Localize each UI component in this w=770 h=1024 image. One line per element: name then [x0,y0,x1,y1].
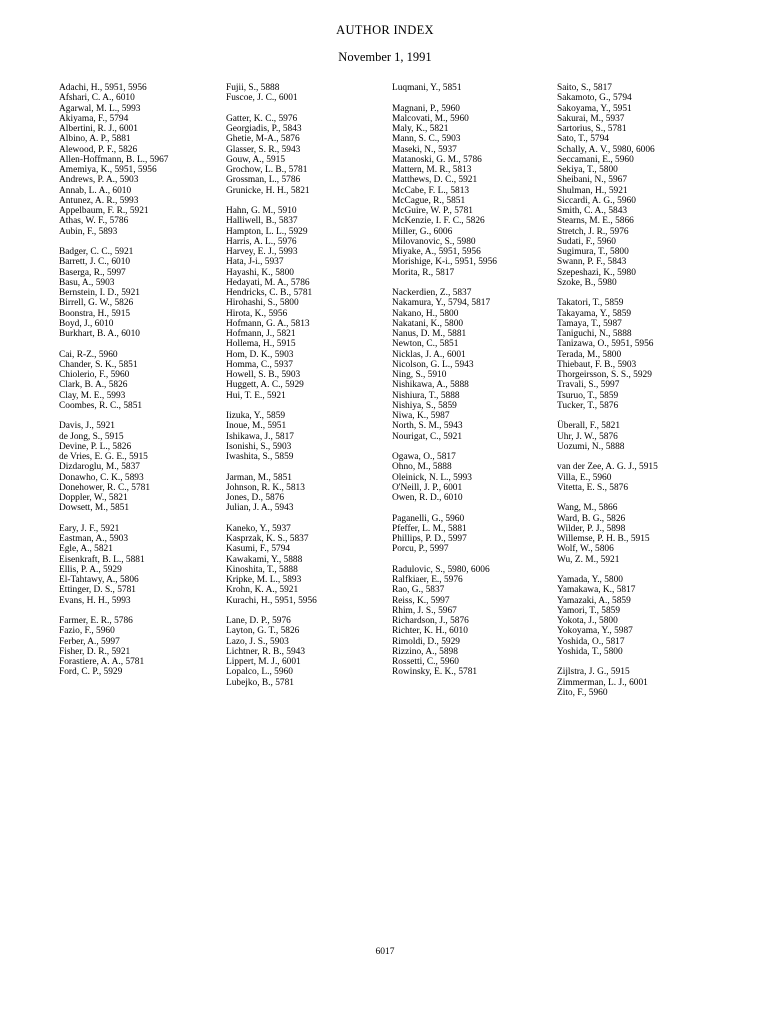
author-entry: Hata, J-i., 5937 [226,257,284,268]
author-entry: Sheibani, N., 5967 [557,175,628,186]
author-entry: Überall, F., 5821 [557,421,621,432]
author-entry: Kawakami, Y., 5888 [226,554,303,565]
author-entry: Takatori, T., 5859 [557,298,624,309]
author-entry: Clay, M. E., 5993 [59,390,126,401]
page-number: 6017 [375,947,395,957]
author-entry: Sakurai, M., 5937 [557,113,625,124]
author-entry: McCague, R., 5851 [392,195,466,206]
author-entry: Sudati, F., 5960 [557,236,616,247]
author-entry: Travali, S., 5997 [557,380,620,391]
author-entry: Kripke, M. L., 5893 [226,575,302,585]
author-entry: Athas, W. F., 5786 [59,216,129,227]
letter-group [226,83,401,104]
letter-group [226,473,401,514]
author-entry: Fisher, D. R., 5921 [59,646,131,657]
author-entry: Eary, J. F., 5921 [59,523,120,534]
author-entry: Coombes, R. C., 5851 [59,400,143,411]
author-entry: Burkhart, B. A., 6010 [59,329,140,339]
author-entry: Yokota, J., 5800 [557,616,618,626]
letter-group [392,83,567,93]
letter-group [226,114,401,196]
author-entry: Maly, K., 5821 [392,124,449,134]
letter-group [226,206,401,401]
author-entry: Schally, A. V., 5980, 6006 [557,144,655,155]
letter-group [226,411,401,462]
author-entry: McCabe, F. L., 5813 [392,185,470,196]
author-entry: Sartorius, S., 5781 [557,124,627,134]
author-entry: Lopalco, L., 5960 [226,667,293,678]
author-entry: O'Neill, J. P., 6001 [392,482,463,493]
author-entry: Eastman, A., 5903 [59,534,129,544]
author-entry: Glasser, S. R., 5943 [226,144,301,155]
author-entry: Rossetti, C., 5960 [392,657,459,667]
author-entry: Hirohashi, S., 5800 [226,298,299,309]
author-entry: Willemse, P. H. B., 5915 [557,534,650,544]
author-column-1 [59,83,234,688]
author-entry: Tanizawa, O., 5951, 5956 [557,339,654,350]
author-entry: Forastiere, A. A., 5781 [59,657,145,667]
author-entry: Annab, L. A., 6010 [59,185,132,196]
author-entry: Tsuruo, T., 5859 [557,390,619,401]
author-entry: Yokoyama, Y., 5987 [557,626,633,637]
author-entry: Zito, F., 5960 [557,687,608,698]
author-entry: Nishiya, S., 5859 [392,400,457,411]
author-entry: Paganelli, G., 5960 [392,513,465,524]
author-entry: Newton, C., 5851 [392,339,459,350]
author-entry: Boyd, J., 6010 [59,318,114,329]
author-entry: Davis, J., 5921 [59,421,115,432]
author-entry: Sekiya, T., 5800 [557,165,618,175]
author-entry: Saito, S., 5817 [557,83,612,93]
author-entry: Appelbaum, F. R., 5921 [59,206,149,216]
author-entry: Sakamoto, G., 5794 [557,93,632,104]
author-entry: Badger, C. C., 5921 [59,247,134,257]
author-entry: Clark, B. A., 5826 [59,380,128,391]
author-entry: Mann, S. C., 5903 [392,134,461,145]
author-entry: Rhim, J. S., 5967 [392,605,457,616]
author-entry: Morishige, K-i., 5951, 5956 [392,257,497,268]
author-entry: Halliwell, B., 5837 [226,216,298,227]
index-title: AUTHOR INDEX [336,23,434,37]
author-entry: Magnani, P., 5960 [392,103,460,114]
author-entry: Georgiadis, P., 5843 [226,124,302,134]
author-entry: Huggett, A. C., 5929 [226,380,304,391]
author-entry: Wang, M., 5866 [557,503,618,514]
author-entry: Thorgeirsson, S. S., 5929 [557,370,652,380]
author-entry: Nakamura, Y., 5794, 5817 [392,298,491,309]
author-entry: Bernstein, I. D., 5921 [59,288,140,298]
letter-group [59,247,234,339]
letter-group [557,298,752,411]
author-entry: Kasumi, F., 5794 [226,544,291,555]
letter-group [392,514,567,555]
author-entry: Andrews, P. A., 5903 [59,175,139,186]
author-entry: Nishiura, T., 5888 [392,390,460,401]
author-entry: Gouw, A., 5915 [226,154,286,165]
author-entry: Donehower, R. C., 5781 [59,482,151,493]
author-entry: Iwashita, S., 5859 [226,452,294,462]
author-entry: Basu, A., 5903 [59,277,115,288]
author-entry: Nakatani, K., 5800 [392,318,464,329]
author-entry: Ghetie, M-A., 5876 [226,134,300,145]
author-entry: Aubin, F., 5893 [59,226,118,237]
author-entry: Agarwal, M. L., 5993 [59,103,141,114]
author-entry: Allen-Hoffmann, B. L., 5967 [59,154,169,165]
author-entry: Sugimura, T., 5800 [557,247,629,257]
author-entry: Fuscoe, J. C., 6001 [226,93,298,104]
author-entry: Ford, C. P., 5929 [59,667,123,678]
author-entry: Maseki, N., 5937 [392,144,457,155]
author-entry: Johnson, R. K., 5813 [226,482,305,493]
author-entry: Kurachi, H., 5951, 5956 [226,595,317,606]
author-entry: Mattern, M. R., 5813 [392,165,472,175]
author-entry: Takayama, Y., 5859 [557,308,632,319]
author-entry: Iizuka, Y., 5859 [226,411,286,421]
author-entry: Oleinick, N. L., 5993 [392,472,472,483]
author-entry: Yamakawa, K., 5817 [557,585,636,596]
author-entry: Matthews, D. C., 5921 [392,175,478,186]
author-entry: Lubejko, B., 5781 [226,677,294,688]
author-entry: Tamaya, T., 5987 [557,318,622,329]
author-entry: Hirota, K., 5956 [226,308,288,319]
author-entry: Rowinsky, E. K., 5781 [392,667,478,678]
author-entry: Luqmani, Y., 5851 [392,83,462,93]
author-entry: Ellis, P. A., 5929 [59,564,122,575]
author-entry: Baserga, R., 5997 [59,267,126,278]
author-entry: Albino, A. P., 5881 [59,134,131,145]
author-column-4 [557,83,752,708]
author-entry: Rizzino, A., 5898 [392,646,458,657]
letter-group [59,421,234,513]
author-entry: Krohn, K. A., 5921 [226,585,299,596]
author-entry: Egle, A., 5821 [59,544,113,555]
author-entry: Shulman, H., 5921 [557,185,628,196]
author-entry: Hedayati, M. A., 5786 [226,277,310,288]
author-entry: Hayashi, K., 5800 [226,267,294,278]
author-entry: North, S. M., 5943 [392,421,463,432]
author-entry: Howell, S. B., 5903 [226,370,301,380]
author-entry: Ohno, M., 5888 [392,462,452,473]
letter-group [557,421,752,452]
author-entry: Terada, M., 5800 [557,349,622,360]
author-entry: Doppler, W., 5821 [59,493,128,503]
author-entry: Hui, T. E., 5921 [226,390,286,401]
author-entry: Afshari, C. A., 6010 [59,93,135,104]
author-entry: Ralfkiaer, E., 5976 [392,575,463,585]
author-entry: McKenzie, I. F. C., 5826 [392,216,485,227]
author-entry: Fazio, F., 5960 [59,626,115,637]
letter-group [59,616,234,678]
author-entry: Lane, D. P., 5976 [226,616,291,626]
letter-group [392,565,567,678]
author-entry: Farmer, E. R., 5786 [59,616,133,626]
author-entry: Reiss, K., 5997 [392,595,450,606]
letter-group [557,503,752,565]
author-entry: Harris, A. L., 5976 [226,236,297,247]
author-entry: Malcovati, M., 5960 [392,113,469,124]
author-entry: Hofmann, J., 5821 [226,329,296,339]
author-column-2 [226,83,401,698]
author-entry: Albertini, R. J., 6001 [59,124,138,134]
author-entry: Nicolson, G. L., 5943 [392,359,474,370]
author-entry: Hahn, G. M., 5910 [226,206,297,216]
author-entry: Akiyama, F., 5794 [59,113,129,124]
author-entry: Hollema, H., 5915 [226,339,296,350]
letter-group [59,83,234,237]
author-entry: Uozumi, N., 5888 [557,441,625,452]
author-entry: Porcu, P., 5997 [392,544,449,555]
author-entry: Wilder, P. J., 5898 [557,523,626,534]
author-entry: McGuire, W. P., 5781 [392,206,473,216]
author-entry: Uhr, J. W., 5876 [557,431,618,442]
author-entry: Morita, R., 5817 [392,267,455,278]
author-entry: Ishikawa, J., 5817 [226,431,294,442]
author-entry: Devine, P. L., 5826 [59,441,132,452]
author-entry: Yoshida, O., 5817 [557,636,625,647]
letter-group [557,575,752,657]
author-entry: Dizdaroglu, M., 5837 [59,462,140,473]
author-entry: Ward, B. G., 5826 [557,513,626,524]
author-entry: Sato, T., 5794 [557,134,609,145]
letter-group [226,616,401,688]
author-entry: Swann, P. F., 5843 [557,257,627,268]
author-entry: Nanus, D. M., 5881 [392,329,467,339]
letter-group [392,104,567,278]
author-entry: Kaneko, Y., 5937 [226,523,291,534]
letter-group [557,83,752,288]
author-entry: Wu, Z. M., 5921 [557,554,620,565]
author-entry: Grochow, L. B., 5781 [226,165,308,175]
author-entry: Yamazaki, A., 5859 [557,595,631,606]
author-entry: Barrett, J. C., 6010 [59,257,131,268]
author-entry: Richter, K. H., 6010 [392,626,468,637]
author-entry: Pfeffer, L. M., 5881 [392,523,467,534]
author-entry: de Vries, E. G. E., 5915 [59,452,148,462]
author-entry: Grossman, L., 5786 [226,175,301,186]
author-entry: Dowsett, M., 5851 [59,503,130,514]
index-date: November 1, 1991 [338,50,432,64]
author-column-3 [392,83,567,688]
letter-group [226,524,401,606]
author-entry: Kasprzak, K. S., 5837 [226,534,309,544]
letter-group [59,524,234,606]
author-entry: Taniguchi, N., 5888 [557,329,632,339]
author-entry: de Jong, S., 5915 [59,431,124,442]
letter-group [392,288,567,442]
author-entry: Homma, C., 5937 [226,359,293,370]
author-entry: Yoshida, T., 5800 [557,646,623,657]
author-entry: Birrell, G. W., 5826 [59,298,134,309]
author-entry: Jarman, M., 5851 [226,472,292,483]
author-entry: Nicklas, J. A., 6001 [392,349,466,360]
author-entry: Sakoyama, Y., 5951 [557,103,632,114]
author-entry: Boonstra, H., 5915 [59,308,131,319]
author-entry: Smith, C. A., 5843 [557,206,628,216]
author-entry: Villa, E., 5960 [557,472,612,483]
author-entry: Lippert, M. J., 6001 [226,657,301,667]
author-entry: Hom, D. K., 5903 [226,349,294,360]
author-entry: Miyake, A., 5951, 5956 [392,247,481,257]
author-entry: Eisenkraft, B. L., 5881 [59,554,145,565]
author-entry: Layton, G. T., 5826 [226,626,300,637]
author-entry: Zimmerman, L. J., 6001 [557,677,648,688]
author-entry: Owen, R. D., 6010 [392,493,463,503]
author-entry: Miller, G., 6006 [392,226,453,237]
author-entry: Ning, S., 5910 [392,370,447,380]
author-entry: Evans, H. H., 5993 [59,595,131,606]
author-entry: Amemiya, K., 5951, 5956 [59,165,157,175]
author-entry: Seccamani, E., 5960 [557,154,634,165]
author-entry: Phillips, P. D., 5997 [392,534,467,544]
author-entry: Isonishi, S., 5903 [226,441,292,452]
letter-group [557,462,752,493]
author-entry: Hampton, L. L., 5929 [226,226,308,237]
author-entry: Lichtner, R. B., 5943 [226,646,306,657]
author-entry: Donawho, C. K., 5893 [59,472,144,483]
author-entry: Szepeshazi, K., 5980 [557,267,636,278]
author-entry: Yamori, T., 5859 [557,605,621,616]
author-entry: van der Zee, A. G. J., 5915 [557,462,658,473]
author-entry: Adachi, H., 5951, 5956 [59,83,147,93]
author-entry: Nakano, H., 5800 [392,308,459,319]
author-entry: Ettinger, D. S., 5781 [59,585,136,596]
author-entry: Milovanovic, S., 5980 [392,236,476,247]
author-entry: Nishikawa, A., 5888 [392,380,469,391]
letter-group [59,350,234,412]
author-entry: Matanoski, G. M., 5786 [392,154,482,165]
author-entry: Alewood, P. F., 5826 [59,144,138,155]
author-entry: El-Tahtawy, A., 5806 [59,575,139,585]
author-entry: Tucker, T., 5876 [557,400,619,411]
author-entry: Julian, J. A., 5943 [226,503,294,514]
author-entry: Rao, G., 5837 [392,585,445,596]
author-entry: Wolf, W., 5806 [557,544,614,555]
author-entry: Chiolerio, F., 5960 [59,370,130,380]
author-entry: Nackerdien, Z., 5837 [392,288,472,298]
author-entry: Siccardi, A. G., 5960 [557,195,636,206]
letter-group [392,452,567,503]
author-entry: Grunicke, H. H., 5821 [226,185,310,196]
author-entry: Harvey, E. J., 5993 [226,247,298,257]
author-entry: Richardson, J., 5876 [392,616,469,626]
author-entry: Ogawa, O., 5817 [392,452,456,462]
letter-group [557,667,752,698]
author-entry: Thiebaut, F. B., 5903 [557,359,637,370]
author-entry: Stretch, J. R., 5976 [557,226,629,237]
author-entry: Zijlstra, J. G., 5915 [557,667,630,678]
author-entry: Stearns, M. E., 5866 [557,216,634,227]
author-entry: Hendricks, C. B., 5781 [226,288,313,298]
author-entry: Antunez, A. R., 5993 [59,195,139,206]
author-entry: Kinoshita, T., 5888 [226,564,298,575]
author-entry: Radulovic, S., 5980, 6006 [392,564,490,575]
author-entry: Jones, D., 5876 [226,493,285,503]
author-entry: Niwa, K., 5987 [392,411,450,421]
author-entry: Gatter, K. C., 5976 [226,113,298,124]
author-entry: Fujii, S., 5888 [226,83,280,93]
author-entry: Hofmann, G. A., 5813 [226,318,310,329]
author-entry: Lazo, J. S., 5903 [226,636,289,647]
author-entry: Chander, S. K., 5851 [59,359,138,370]
author-entry: Yamada, Y., 5800 [557,575,623,585]
author-entry: Cai, R-Z., 5960 [59,349,118,360]
author-entry: Inoue, M., 5951 [226,421,287,432]
author-entry: Vitetta, E. S., 5876 [557,482,629,493]
author-entry: Nourigat, C., 5921 [392,431,463,442]
author-entry: Ferber, A., 5997 [59,636,120,647]
author-entry: Szoke, B., 5980 [557,277,617,288]
author-entry: Rimoldi, D., 5929 [392,636,460,647]
